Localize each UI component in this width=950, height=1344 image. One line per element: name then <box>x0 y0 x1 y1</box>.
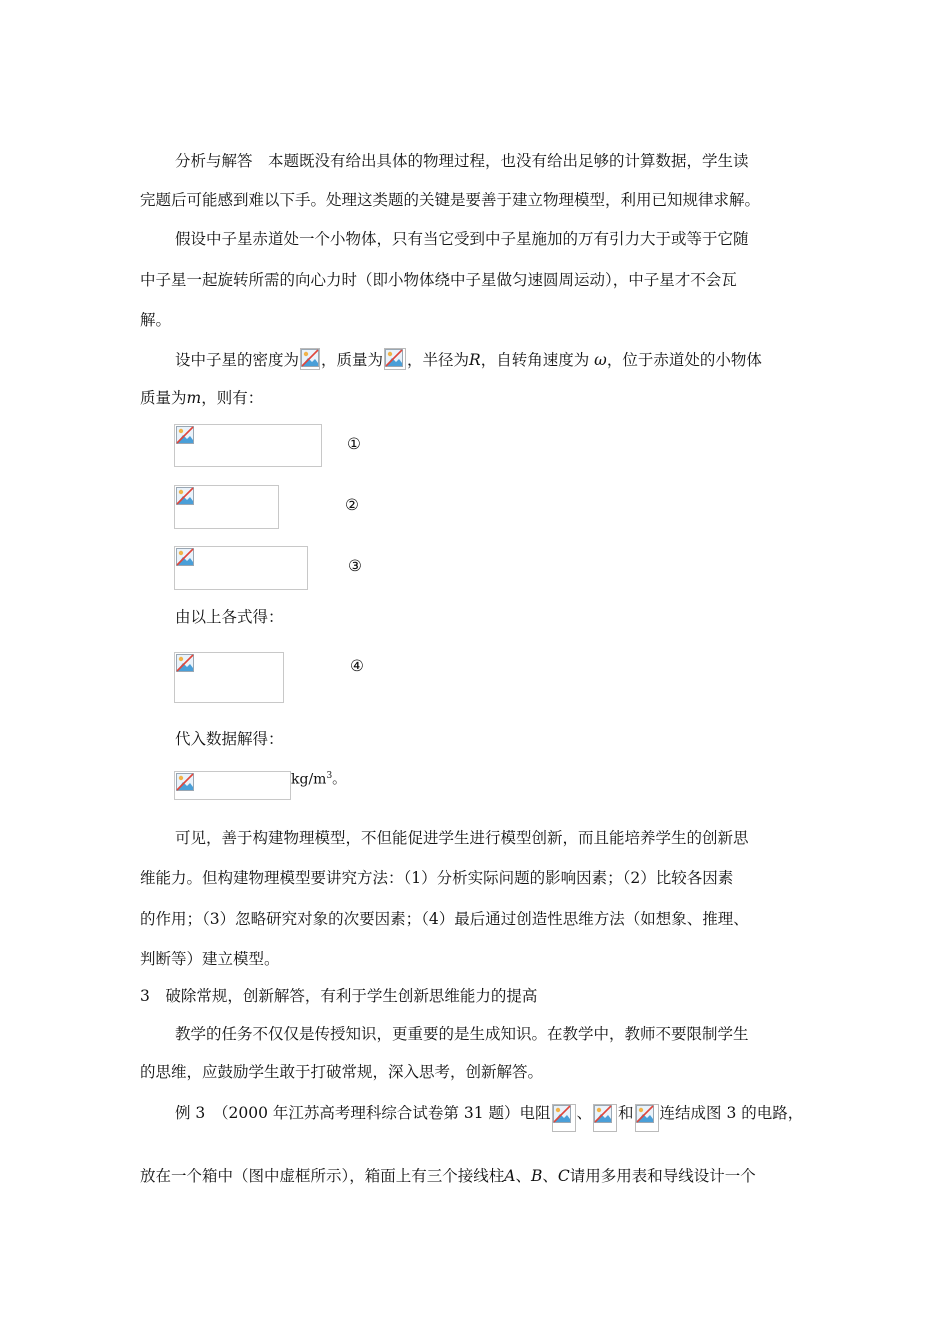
text-segment: 设中子星的密度为 <box>175 351 300 369</box>
symbol-R: R <box>469 351 481 369</box>
equation-2-number: ② <box>345 496 359 514</box>
symbol-omega: ω <box>594 351 607 369</box>
equation-3-image <box>174 546 308 590</box>
substitute-intro: 代入数据解得： <box>175 730 284 748</box>
paragraph-1-line-1: 分析与解答 本题既没有给出具体的物理过程，也没有给出足够的计算数据，学生读 <box>175 152 749 170</box>
broken-image-icon <box>635 1104 659 1132</box>
terminal-A: A <box>504 1167 516 1185</box>
text-segment: ，自转角速度为 <box>480 351 590 369</box>
broken-image-icon <box>176 487 194 505</box>
equation-4-number: ④ <box>350 657 364 675</box>
text-segment: 请用多用表和导线设计一个 <box>569 1167 756 1185</box>
equation-1-image <box>174 424 322 467</box>
terminal-C: C <box>557 1167 570 1185</box>
broken-image-icon <box>176 426 194 444</box>
equation-2-image <box>174 485 279 529</box>
equation-4-image <box>174 652 284 703</box>
paragraph-6-line-1 <box>140 1166 756 1186</box>
symbol-m: m <box>186 389 202 407</box>
paragraph-3-line-2 <box>140 388 263 408</box>
unit-text: kg/m <box>291 771 327 788</box>
section-heading-3: 3 破除常规，创新解答，有利于学生创新思维能力的提高 <box>140 987 538 1005</box>
paragraph-2-line-3: 解。 <box>140 311 172 329</box>
text-segment: 和 <box>618 1104 634 1122</box>
paragraph-5-line-1: 教学的任务不仅仅是传授知识，更重要的是生成知识。在教学中，教师不要限制学生 <box>175 1025 749 1043</box>
equation-1-number: ① <box>347 435 361 453</box>
text-segment: 、 <box>576 1104 593 1122</box>
example-3-line-1 <box>175 1103 803 1132</box>
paragraph-4-line-1: 可见，善于构建物理模型，不但能促进学生进行模型创新，而且能培养学生的创新思 <box>175 829 749 847</box>
paragraph-2-line-1: 假设中子星赤道处一个小物体，只有当它受到中子星施加的万有引力大于或等于它随 <box>175 230 749 248</box>
broken-image-icon <box>593 1104 617 1132</box>
derivation-intro: 由以上各式得： <box>175 608 284 626</box>
terminal-B: B <box>530 1167 543 1185</box>
text-segment: 放在一个箱中（图中虚框所示），箱面上有三个接线柱 <box>140 1167 505 1185</box>
text-segment: 、 <box>542 1167 558 1185</box>
text-segment: ，位于赤道处的小物体 <box>606 351 762 369</box>
unit-end: 。 <box>332 771 347 788</box>
text-segment: ，则有： <box>201 389 264 407</box>
paragraph-4-line-2: 维能力。但构建物理模型要讲究方法：（1）分析实际问题的影响因素；（2）比较各因素 <box>140 869 734 887</box>
broken-image-icon <box>552 1104 576 1132</box>
broken-image-icon <box>176 773 194 791</box>
text-segment: 质量为 <box>140 389 187 407</box>
broken-image-icon <box>176 654 194 672</box>
text-segment: 例 3 （2000 年江苏高考理科综合试卷第 31 题）电阻 <box>175 1104 551 1122</box>
text-segment: ，半径为 <box>407 351 470 369</box>
broken-image-icon <box>176 548 194 566</box>
paragraph-2-line-2: 中子星一起旋转所需的向心力时（即小物体绕中子星做匀速圆周运动），中子星才不会瓦 <box>140 271 737 289</box>
equation-3-number: ③ <box>348 557 362 575</box>
paragraph-5-line-2: 的思维，应鼓励学生敢于打破常规，深入思考，创新解答。 <box>140 1063 544 1081</box>
paragraph-4-line-4: 判断等）建立模型。 <box>140 950 280 968</box>
text-segment: ，质量为 <box>321 351 384 369</box>
result-image <box>174 771 291 800</box>
result-unit <box>291 766 346 790</box>
broken-image-icon <box>384 348 406 370</box>
text-segment: 、 <box>515 1167 531 1185</box>
text-segment: 连结成图 3 的电路， <box>659 1104 804 1122</box>
unit-superscript: 3 <box>326 771 333 781</box>
broken-image-icon <box>300 348 320 370</box>
paragraph-1-line-2: 完题后可能感到难以下手。处理这类题的关键是要善于建立物理模型，利用已知规律求解。 <box>140 191 761 209</box>
paragraph-4-line-3: 的作用；（3）忽略研究对象的次要因素；（4）最后通过创造性思维方法（如想象、推理、 <box>140 910 749 928</box>
paragraph-3-line-1 <box>175 348 762 370</box>
